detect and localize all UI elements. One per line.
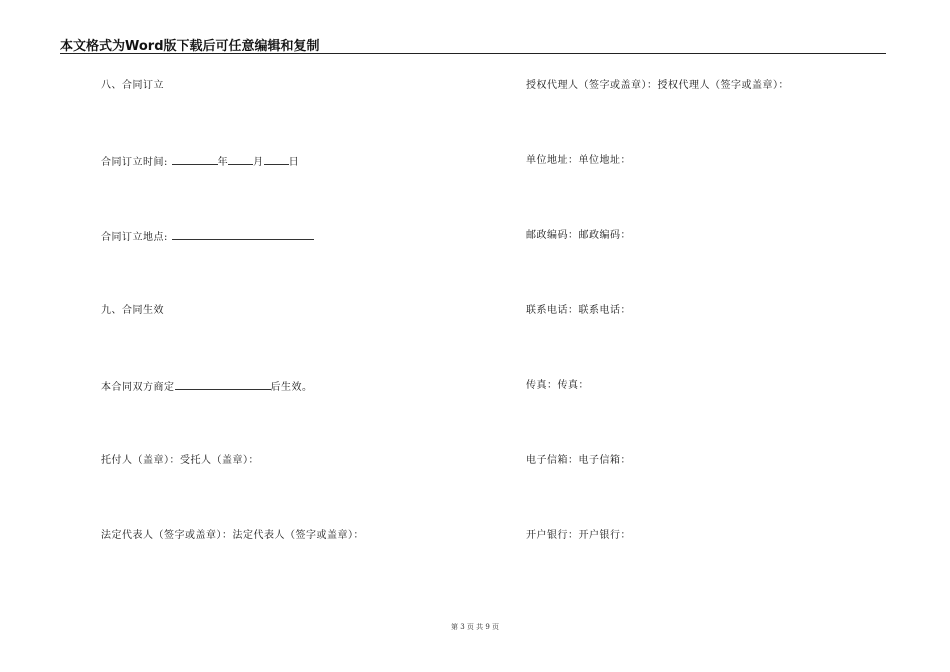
effective-line xyxy=(101,379,313,395)
month-blank xyxy=(228,154,253,165)
day-blank xyxy=(264,154,289,165)
contract-date-line xyxy=(101,154,299,170)
day-label: 日 xyxy=(288,157,300,168)
phone-line: 联系电话：联系电话： xyxy=(526,305,631,316)
section-nine-heading: 九、合同生效 xyxy=(101,305,164,316)
unit-address-line: 单位地址：单位地址： xyxy=(526,155,631,166)
contract-date-label: 合同订立时间: xyxy=(101,157,168,168)
page-footer: 第 3 页 共 9 页 xyxy=(450,623,500,631)
month-label: 月 xyxy=(253,157,264,168)
place-blank xyxy=(172,229,314,240)
legal-rep-line: 法定代表人（签字或盖章）：法定代表人（签字或盖章）： xyxy=(101,530,364,541)
postal-code-line: 邮政编码：邮政编码： xyxy=(526,230,631,241)
year-blank xyxy=(172,154,218,165)
authorized-agent-line: 授权代理人（签字或盖章）：授权代理人（签字或盖章）： xyxy=(526,80,789,91)
principal-seal-line: 托付人（盖章）：受托人（盖章）： xyxy=(101,455,259,466)
year-label: 年 xyxy=(217,157,229,168)
email-line: 电子信箱：电子信箱： xyxy=(526,455,631,466)
header-title: 本文格式为Word版下载后可任意编辑和复制 xyxy=(60,39,320,54)
contract-place-label: 合同订立地点: xyxy=(101,232,168,243)
contract-place-line xyxy=(101,229,314,245)
effective-blank xyxy=(175,379,271,390)
bank-line: 开户银行：开户银行： xyxy=(526,530,631,541)
fax-line: 传真：传真： xyxy=(526,380,589,391)
effective-suffix: 后生效。 xyxy=(270,382,313,393)
effective-prefix: 本合同双方商定 xyxy=(101,382,175,393)
page-header xyxy=(60,35,886,54)
section-eight-heading: 八、合同订立 xyxy=(101,80,164,91)
